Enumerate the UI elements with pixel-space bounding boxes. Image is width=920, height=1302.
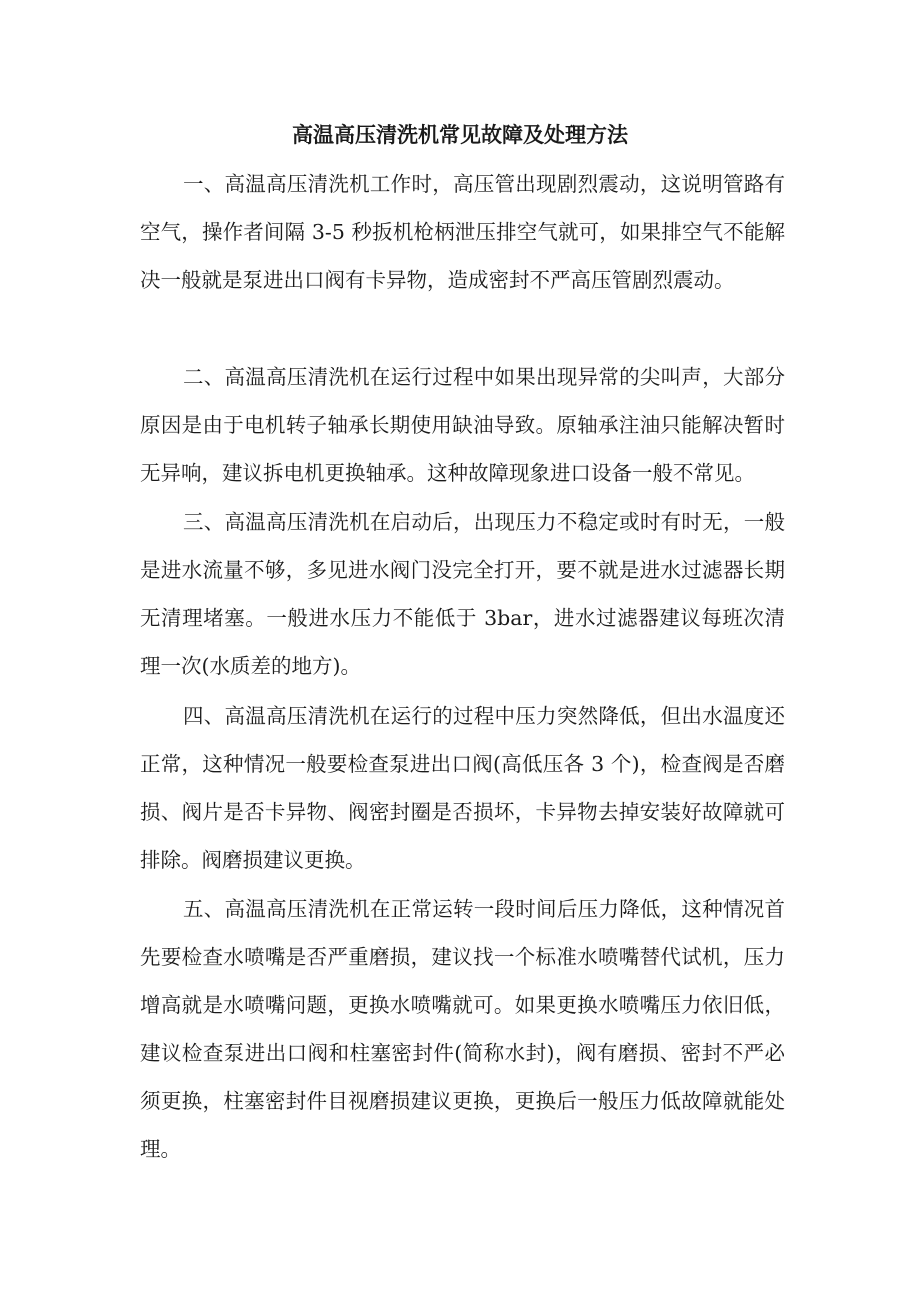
paragraph-4: 四、高温高压清洗机在运行的过程中压力突然降低，但出水温度还正常，这种情况一般要检查泵进出口阀(高低压各 3 个)，检查阀是否磨损、阀片是否卡异物、阀密封圈是否损坏，卡异物去掉安装好故障就可排除。阀磨损建议更换。 [140,704,785,872]
paragraph-5: 五、高温高压清洗机在正常运转一段时间后压力降低，这种情况首先要检查水喷嘴是否严重磨损，建议找一个标准水喷嘴替代试机，压力增高就是水喷嘴问题，更换水喷嘴就可。如果更换水喷嘴压力依旧低，建议检查泵进出口阀和柱塞密封件(简称水封)，阀有磨损、密封不严必须更换，柱塞密封件目视磨损建议更换，更换后一般压力低故障就能处理。 [140,897,785,1161]
document-title: 高温高压清洗机常见故障及处理方法 [292,122,628,147]
paragraph-1: 一、高温高压清洗机工作时，高压管出现剧烈震动，这说明管路有空气，操作者间隔 3-5 秒扳机枪柄泄压排空气就可，如果排空气不能解决一般就是泵进出口阀有卡异物，造成密封不严高压管剧烈震动。 [140,172,785,292]
paragraph-2: 二、高温高压清洗机在运行过程中如果出现异常的尖叫声，大部分原因是由于电机转子轴承长期使用缺油导致。原轴承注油只能解决暂时无异响，建议拆电机更换轴承。这种故障现象进口设备一般不常见。 [140,365,785,485]
paragraph-3: 三、高温高压清洗机在启动后，出现压力不稳定或时有时无，一般是进水流量不够，多见进水阀门没完全打开，要不就是进水过滤器长期无清理堵塞。一般进水压力不能低于 3bar，进水过滤器建议每班次清理一次(水质差的地方)。 [140,510,785,678]
